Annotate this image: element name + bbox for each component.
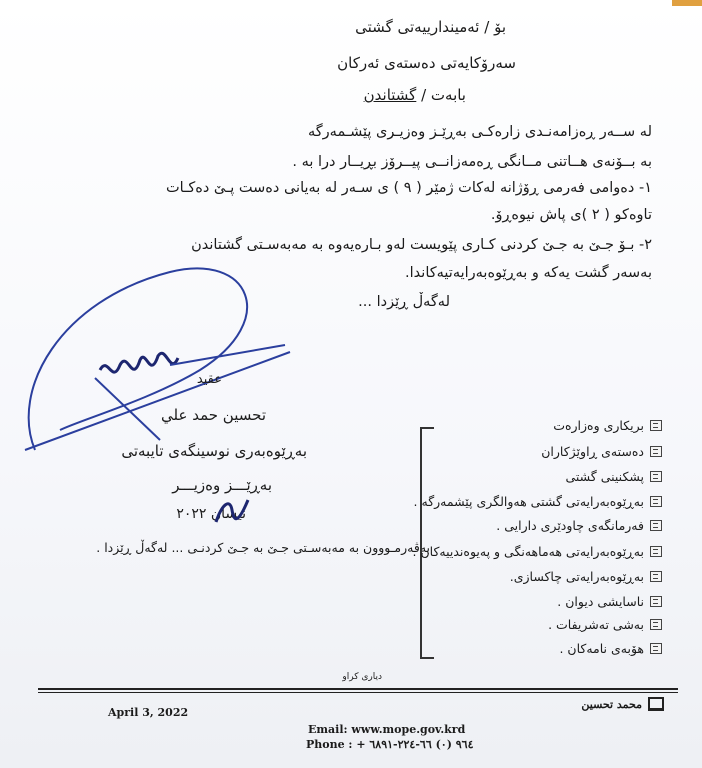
cc-item: بریکاری وەزارەت	[553, 418, 662, 433]
footer-phone: Phone : + ٩٦٤ (٠) ٦٦-٢٢٤-٦٨٩١	[306, 738, 474, 751]
recipient-line: بۆ / ئەمیندارییەتی گشتی	[355, 18, 506, 36]
cc-item: فەرمانگەی چاودێری دارایی .	[496, 518, 662, 533]
signer-position: بەڕێوەبەری نوسینگەی تایبەتی	[121, 442, 307, 460]
envelope-icon	[650, 446, 662, 457]
cc-item: بەشی تەشریفات .	[548, 617, 662, 632]
envelope-icon	[650, 643, 662, 654]
envelope-icon	[650, 496, 662, 507]
body-item-1b: تاوەکو ( ٢ )ی پاش نیوەڕۆ.	[490, 207, 652, 223]
footer-email: Email: www.mope.gov.krd	[308, 723, 466, 736]
subject-prefix: بابەت /	[416, 86, 466, 104]
closing-line: لەگەڵ ڕێزدا ...	[358, 294, 450, 310]
envelope-icon	[650, 571, 662, 582]
cc-item: پشکنینی گشتی	[565, 469, 662, 484]
body-item-2a: ٢- بـۆ جـێ بە جـێ کردنی کـاری پێویست لەو بـارەیەوە بە مەبەسـتی گشتاندن	[191, 237, 652, 253]
signer-name: تحسين حمد علي	[161, 406, 266, 424]
cc-item: بەڕێوەبەرایەتی چاکسازی.	[510, 569, 662, 584]
subject-title: گشتاندن	[363, 86, 417, 104]
subject-line	[364, 86, 466, 104]
envelope-icon	[650, 546, 662, 557]
footer-date: April 3, 2022	[108, 706, 189, 719]
cc-item: بەڕێوەبەرایەتی هەماهەنگی و پەیوەندییەکان .	[413, 544, 662, 559]
cc-item: ناسایشی دیوان .	[557, 594, 662, 609]
body-line-2: بە بــۆنەی هــاتنی مــانگی ڕەمەزانــی پیــرۆز بڕیــار درا بە .	[292, 154, 652, 170]
cc-item: هۆبەی نامەکان .	[559, 641, 662, 656]
author-block	[581, 697, 664, 711]
footer-rule-thin	[38, 692, 678, 693]
footer-rule-top	[38, 688, 678, 690]
body-line-1: لە ســەر ڕەزامەنـدی زارەکـی بەڕێـز وەزیـری پێشـمەرگە	[307, 124, 652, 140]
envelope-icon	[650, 520, 662, 531]
cc-note: بەڤەرمـووون بە مەبەسـتی جـێ بە جـێ کردنـی ... لەگەڵ ڕێزدا .	[96, 540, 430, 555]
cc-item: بەڕێوەبەرایەتی گشتی هەوالگری پێشمەرگە .	[414, 494, 662, 509]
typed-mark: دیاری کراو	[342, 672, 382, 682]
initials-mark	[212, 494, 252, 530]
page-corner-mark	[672, 0, 702, 6]
signer-rank: عقيد	[196, 372, 222, 387]
signature-date: نیسان ٢٠٢٢	[176, 506, 246, 522]
envelope-icon	[650, 596, 662, 607]
computer-icon	[648, 697, 664, 711]
body-item-2b: بەسەر گشت یەکە و بەڕێوەبەرایەتیەکاندا.	[405, 265, 652, 281]
author-name: محمد تحسين	[581, 697, 642, 711]
body-item-1a: ١- دەوامی فەرمی ڕۆژانە لەکات ژمێر ( ٩ ) ی سـەر لە بەیانی دەست پـێ دەکـات	[166, 180, 652, 196]
cc-item: دەستەی ڕاوێژکاران	[541, 444, 662, 459]
envelope-icon	[650, 619, 662, 630]
envelope-icon	[650, 420, 662, 431]
signer-office: بەڕێـــز وەزیـــر	[172, 476, 272, 494]
cc-bracket	[420, 427, 434, 659]
envelope-icon	[650, 471, 662, 482]
presidency-line: سەرۆکایەتی دەستەی ئەرکان	[337, 54, 516, 72]
handwritten-signature	[0, 260, 300, 460]
